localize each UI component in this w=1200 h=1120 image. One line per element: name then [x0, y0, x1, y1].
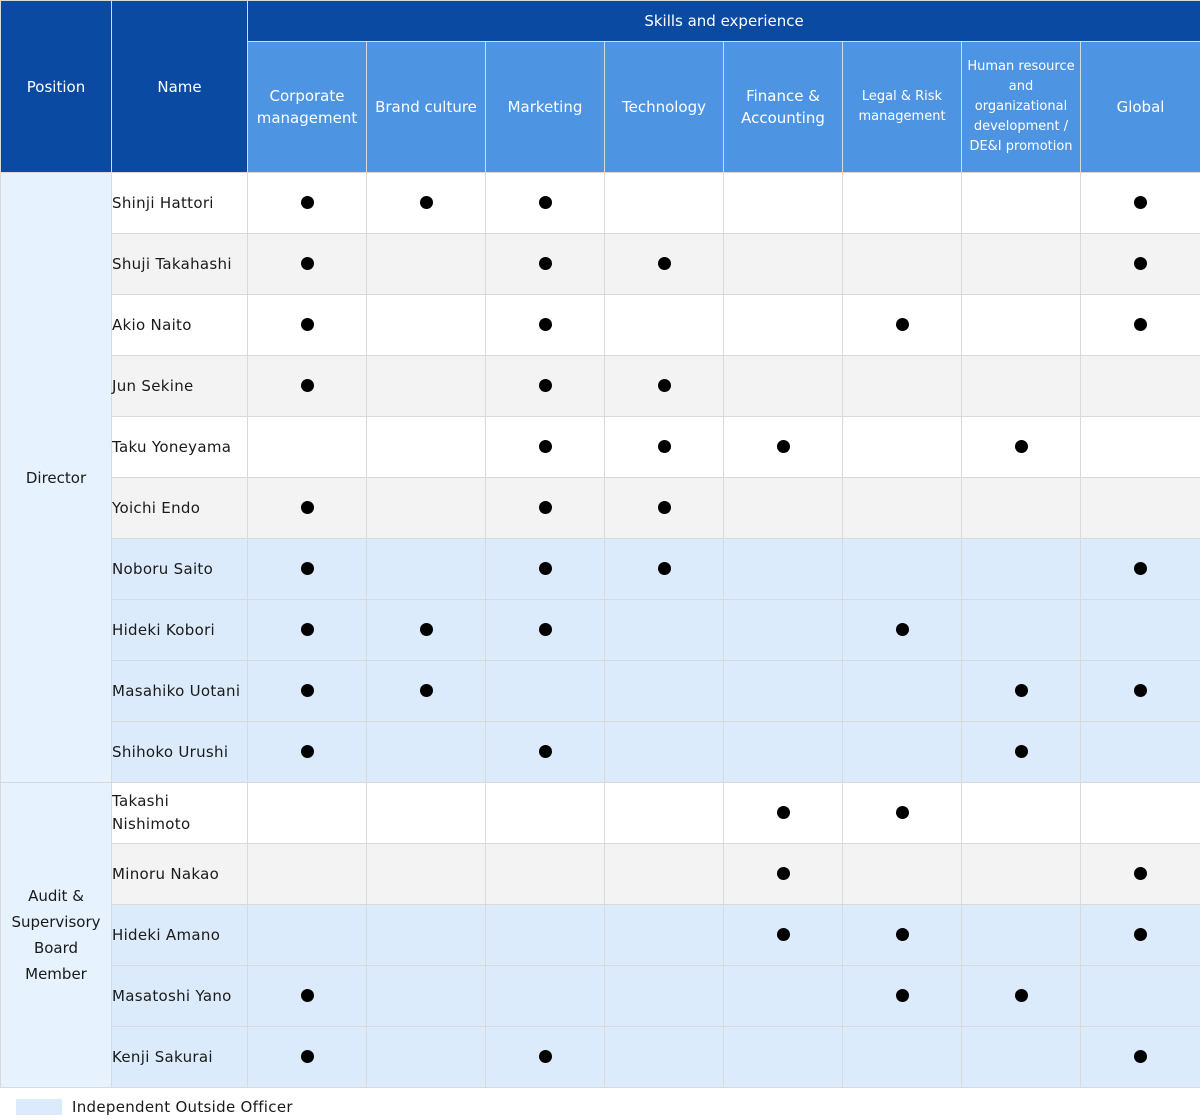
skill-header-4: Technology	[605, 42, 724, 173]
skill-cell	[367, 356, 486, 417]
skill-cell	[248, 539, 367, 600]
skill-cell	[367, 295, 486, 356]
skill-cell	[1081, 661, 1200, 722]
member-row	[1, 661, 1200, 722]
skill-dot-icon	[301, 196, 314, 209]
skill-dot-icon	[1134, 196, 1147, 209]
skill-cell	[367, 844, 486, 905]
skill-dot-icon	[301, 379, 314, 392]
skill-cell	[605, 661, 724, 722]
skill-cell	[486, 783, 605, 844]
skill-dot-icon	[301, 989, 314, 1002]
skill-cell	[962, 844, 1081, 905]
skill-dot-icon	[301, 1050, 314, 1063]
skill-dot-icon	[1015, 440, 1028, 453]
skill-cell	[962, 295, 1081, 356]
skill-dot-icon	[301, 501, 314, 514]
skill-dot-icon	[301, 623, 314, 636]
skill-cell	[367, 173, 486, 234]
skill-cell	[1081, 539, 1200, 600]
skill-cell	[367, 1027, 486, 1088]
member-name: Shinji Hattori	[112, 173, 248, 234]
skill-cell	[486, 295, 605, 356]
member-row	[1, 1027, 1200, 1088]
skills-group-header: Skills and experience	[248, 1, 1200, 42]
skill-cell	[962, 661, 1081, 722]
legend-swatch	[16, 1099, 62, 1115]
skill-dot-icon	[658, 501, 671, 514]
skill-cell	[843, 844, 962, 905]
skill-header-6: Legal & Risk management	[843, 42, 962, 173]
member-name: Yoichi Endo	[112, 478, 248, 539]
skill-cell	[843, 234, 962, 295]
skill-cell	[605, 1027, 724, 1088]
skill-cell	[605, 966, 724, 1027]
skill-dot-icon	[896, 928, 909, 941]
member-row	[1, 600, 1200, 661]
skill-dot-icon	[539, 1050, 552, 1063]
skill-cell	[843, 173, 962, 234]
skill-cell	[248, 478, 367, 539]
skill-dot-icon	[777, 928, 790, 941]
skill-cell	[1081, 234, 1200, 295]
skill-dot-icon	[1134, 562, 1147, 575]
skill-dot-icon	[777, 867, 790, 880]
skill-cell	[486, 173, 605, 234]
skill-cell	[367, 478, 486, 539]
skill-cell	[962, 1027, 1081, 1088]
skill-cell	[248, 905, 367, 966]
skill-cell	[843, 966, 962, 1027]
skill-dot-icon	[1015, 684, 1028, 697]
skill-cell	[962, 417, 1081, 478]
skill-cell	[724, 478, 843, 539]
skill-dot-icon	[1015, 989, 1028, 1002]
skill-cell	[962, 905, 1081, 966]
skill-cell	[248, 600, 367, 661]
member-row	[1, 966, 1200, 1027]
skill-dot-icon	[896, 989, 909, 1002]
member-row	[1, 722, 1200, 783]
skill-cell	[248, 234, 367, 295]
member-row	[1, 173, 1200, 234]
skill-cell	[605, 722, 724, 783]
skill-cell	[367, 783, 486, 844]
skill-cell	[724, 173, 843, 234]
skill-cell	[1081, 966, 1200, 1027]
member-name: Minoru Nakao	[112, 844, 248, 905]
skill-cell	[843, 600, 962, 661]
skill-dot-icon	[539, 257, 552, 270]
member-name: Taku Yoneyama	[112, 417, 248, 478]
skill-header-7: Human resource and organizational development / DE&I promotion	[962, 42, 1081, 173]
member-name: Akio Naito	[112, 295, 248, 356]
skill-header-5: Finance & Accounting	[724, 42, 843, 173]
member-row	[1, 295, 1200, 356]
skill-dot-icon	[1134, 257, 1147, 270]
skill-cell	[1081, 356, 1200, 417]
skill-cell	[724, 966, 843, 1027]
skill-dot-icon	[539, 745, 552, 758]
skill-cell	[367, 661, 486, 722]
skill-cell	[962, 478, 1081, 539]
legend	[16, 1097, 293, 1117]
skill-dot-icon	[658, 562, 671, 575]
skill-cell	[1081, 905, 1200, 966]
member-row	[1, 234, 1200, 295]
skill-cell	[843, 1027, 962, 1088]
skill-dot-icon	[420, 684, 433, 697]
skill-dot-icon	[539, 318, 552, 331]
skill-cell	[605, 173, 724, 234]
member-name: Masahiko Uotani	[112, 661, 248, 722]
member-name: Takashi Nishimoto	[112, 783, 248, 844]
skill-dot-icon	[896, 623, 909, 636]
member-name: Noboru Saito	[112, 539, 248, 600]
skill-dot-icon	[896, 806, 909, 819]
skill-dot-icon	[1134, 684, 1147, 697]
skill-cell	[962, 173, 1081, 234]
skill-cell	[248, 783, 367, 844]
name-column-header: Name	[112, 1, 248, 173]
member-row	[1, 905, 1200, 966]
skill-dot-icon	[539, 501, 552, 514]
skill-dot-icon	[539, 440, 552, 453]
skill-dot-icon	[301, 318, 314, 331]
skill-dot-icon	[539, 379, 552, 392]
skill-cell	[486, 661, 605, 722]
skill-dot-icon	[301, 257, 314, 270]
skill-cell	[962, 783, 1081, 844]
skill-cell	[605, 234, 724, 295]
skill-cell	[486, 722, 605, 783]
position-cell: Director	[1, 173, 112, 783]
skill-dot-icon	[1134, 318, 1147, 331]
member-name: Hideki Amano	[112, 905, 248, 966]
skill-cell	[724, 539, 843, 600]
skill-cell	[486, 600, 605, 661]
skill-dot-icon	[658, 379, 671, 392]
skill-cell	[1081, 844, 1200, 905]
skill-cell	[486, 417, 605, 478]
skill-cell	[724, 844, 843, 905]
skill-cell	[962, 722, 1081, 783]
skill-cell	[724, 295, 843, 356]
skill-cell	[367, 722, 486, 783]
skill-cell	[248, 417, 367, 478]
skill-dot-icon	[301, 562, 314, 575]
skill-dot-icon	[658, 440, 671, 453]
skill-cell	[367, 234, 486, 295]
skill-cell	[605, 295, 724, 356]
skill-dot-icon	[1134, 1050, 1147, 1063]
member-row	[1, 417, 1200, 478]
skill-cell	[605, 539, 724, 600]
skill-cell	[367, 417, 486, 478]
skill-cell	[962, 539, 1081, 600]
skill-dot-icon	[1015, 745, 1028, 758]
skill-cell	[367, 966, 486, 1027]
skill-cell	[843, 661, 962, 722]
skill-cell	[605, 478, 724, 539]
skill-cell	[248, 1027, 367, 1088]
skill-cell	[724, 783, 843, 844]
skill-cell	[1081, 478, 1200, 539]
skill-cell	[367, 539, 486, 600]
position-cell: Audit & Supervisory Board Member	[1, 783, 112, 1088]
skill-cell	[724, 905, 843, 966]
skill-dot-icon	[539, 562, 552, 575]
skill-cell	[605, 417, 724, 478]
skill-cell	[843, 722, 962, 783]
skill-cell	[724, 722, 843, 783]
skill-cell	[962, 600, 1081, 661]
skill-cell	[724, 234, 843, 295]
skill-cell	[605, 905, 724, 966]
skill-cell	[1081, 722, 1200, 783]
skill-cell	[843, 417, 962, 478]
skill-cell	[843, 478, 962, 539]
skill-cell	[248, 661, 367, 722]
skill-header-2: Brand culture	[367, 42, 486, 173]
member-name: Hideki Kobori	[112, 600, 248, 661]
skill-cell	[724, 356, 843, 417]
member-name: Shuji Takahashi	[112, 234, 248, 295]
skill-cell	[1081, 173, 1200, 234]
skill-cell	[605, 356, 724, 417]
legend-label: Independent Outside Officer	[72, 1098, 293, 1116]
skill-header-8: Global	[1081, 42, 1200, 173]
skill-cell	[486, 478, 605, 539]
member-name: Jun Sekine	[112, 356, 248, 417]
skill-cell	[843, 905, 962, 966]
member-row	[1, 356, 1200, 417]
skill-cell	[486, 539, 605, 600]
skill-cell	[1081, 1027, 1200, 1088]
member-name: Kenji Sakurai	[112, 1027, 248, 1088]
member-name: Shihoko Urushi	[112, 722, 248, 783]
skill-dot-icon	[896, 318, 909, 331]
skill-cell	[962, 966, 1081, 1027]
position-column-header: Position	[1, 1, 112, 173]
skill-cell	[605, 600, 724, 661]
skill-dot-icon	[539, 196, 552, 209]
member-row	[1, 783, 1200, 844]
skill-cell	[486, 844, 605, 905]
member-name: Masatoshi Yano	[112, 966, 248, 1027]
skill-header-3: Marketing	[486, 42, 605, 173]
skill-cell	[248, 295, 367, 356]
skill-header-1: Corporate management	[248, 42, 367, 173]
member-row	[1, 539, 1200, 600]
skill-cell	[486, 356, 605, 417]
skill-cell	[843, 783, 962, 844]
member-row	[1, 844, 1200, 905]
skill-cell	[962, 356, 1081, 417]
skill-dot-icon	[301, 745, 314, 758]
skill-cell	[486, 234, 605, 295]
skill-cell	[843, 356, 962, 417]
skill-cell	[843, 539, 962, 600]
skill-dot-icon	[777, 806, 790, 819]
skill-cell	[1081, 295, 1200, 356]
skill-cell	[605, 783, 724, 844]
skill-cell	[962, 234, 1081, 295]
skill-cell	[486, 1027, 605, 1088]
skill-cell	[486, 905, 605, 966]
skill-cell	[248, 844, 367, 905]
skill-cell	[367, 905, 486, 966]
skill-cell	[486, 966, 605, 1027]
skill-cell	[248, 173, 367, 234]
skill-dot-icon	[658, 257, 671, 270]
skill-dot-icon	[777, 440, 790, 453]
skill-cell	[605, 844, 724, 905]
skill-dot-icon	[301, 684, 314, 697]
skill-cell	[724, 661, 843, 722]
member-row	[1, 478, 1200, 539]
skill-cell	[248, 722, 367, 783]
skill-cell	[248, 356, 367, 417]
skill-dot-icon	[539, 623, 552, 636]
skill-cell	[1081, 417, 1200, 478]
skill-dot-icon	[1134, 867, 1147, 880]
skill-cell	[724, 600, 843, 661]
skill-cell	[248, 966, 367, 1027]
skill-dot-icon	[1134, 928, 1147, 941]
skill-cell	[724, 1027, 843, 1088]
skill-dot-icon	[420, 196, 433, 209]
skill-cell	[724, 417, 843, 478]
skill-cell	[843, 295, 962, 356]
skill-cell	[1081, 600, 1200, 661]
skill-dot-icon	[420, 623, 433, 636]
skill-cell	[1081, 783, 1200, 844]
skill-cell	[367, 600, 486, 661]
